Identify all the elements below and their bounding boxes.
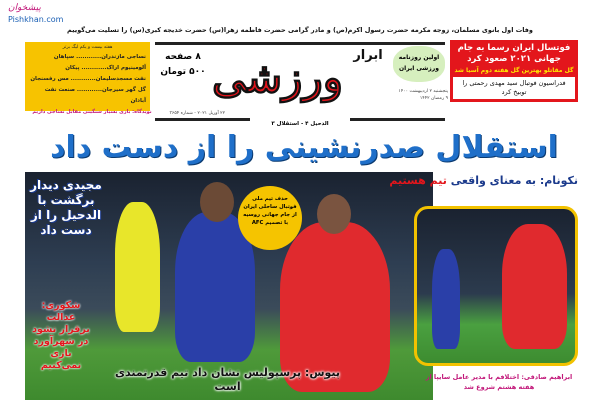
player-head — [200, 182, 234, 222]
red-players-figure — [502, 224, 567, 349]
masthead-bottom-rule — [155, 118, 250, 121]
futsal-news-box — [450, 40, 578, 102]
goal-of-week: گل مقاتلو بهترین گل هفته دوم آسیا شد — [454, 67, 574, 74]
watermark: Pishkhan.com — [8, 15, 64, 24]
futsal-headline: فوتسال ایران رسما به جام جهانی ۲۰۲۱ صعود کرد — [457, 43, 571, 64]
hijri-date: ۹ رمضان ۱۴۴۲ — [419, 96, 448, 101]
tagline-badge: اولین روزنامه ورزشی ایران — [393, 46, 445, 82]
photo-caption: پیوس: پرسپولیس نشان داد تیم قدرتمندی است — [114, 366, 341, 393]
watermark-persian: پیشخوان — [8, 3, 41, 13]
issue-number: ۲۲ آوریل ۲۰۲۱ - شماره ۳۶۵۴ — [169, 111, 225, 116]
fixtures-header: هفته بیست و یکم لیگ برتر — [62, 45, 113, 50]
price: ۵۰۰ تومان — [160, 67, 206, 77]
celebration-photo — [414, 206, 578, 366]
player-head — [317, 194, 351, 234]
beach-soccer-note: حذف تیم ملی فوتبال ساحلی ایران از جام جهانی روسیه با تصمیم AFC — [238, 186, 302, 250]
fixtures-box — [25, 42, 150, 111]
page-count: ۸ صفحه — [165, 52, 201, 62]
nekounam-prefix: نکونام: به معنای واقعی — [450, 174, 578, 187]
logo-prefix: ابرار — [353, 48, 383, 63]
main-headline: استقلال صدرنشینی را از دست داد — [50, 130, 558, 165]
condolence-notice: وفات اول بانوی مسلمان، زوجه مکرمه حضرت رسول اکرم(ص) و مادر گرامی حضرت فاطمه زهرا(س) حضرت خدیجه کبری(س) را تسلیت می‌گوییم — [67, 26, 533, 34]
fixture-row: آلومینیوم اراک............ پیکان — [65, 65, 146, 71]
persian-date: پنجشنبه ۲ اردیبهشت ۱۴۰۰ — [398, 89, 448, 94]
referee-figure — [115, 202, 160, 332]
fixture-row: نساجی مازندران............ سپاهان — [53, 54, 146, 60]
dates — [390, 88, 448, 102]
blue-player-figure — [432, 249, 460, 349]
match-result: الدحیل ۴ - استقلال ۳ — [271, 121, 329, 127]
pink-teaser: نویدگاه: بازی بسیار سنگینی مقابل نساجی داریم — [32, 109, 152, 115]
shokouri-headline: شکوری: عدالت برقرار نشود در شهرآورد بازی نمی‌کنیم — [32, 300, 90, 371]
nekounam-headline — [368, 174, 578, 188]
sadeghi-caption: ابراهیم صادقی: اختلافم با مدیر عامل سایپا از هفته هشتم شروع شد — [425, 373, 573, 391]
majidi-headline: مجیدی دیدار برگشت با الدحیل را از دست داد — [30, 178, 102, 237]
newspaper-logo: ورزشی — [211, 53, 344, 102]
rahmati-news: فدراسیون فوتبال سید مهدی رحمتی را توبیخ کرد — [453, 77, 575, 99]
fixture-row: گل گهر سیرجان............ صنعت نفت آبادان — [44, 87, 146, 104]
masthead-bottom-rule — [350, 118, 445, 121]
nekounam-highlight: تیم هستیم — [389, 174, 447, 187]
price-box — [158, 50, 208, 80]
fixture-row: نفت مسجدسلیمان............ مس رفسنجان — [30, 76, 146, 82]
